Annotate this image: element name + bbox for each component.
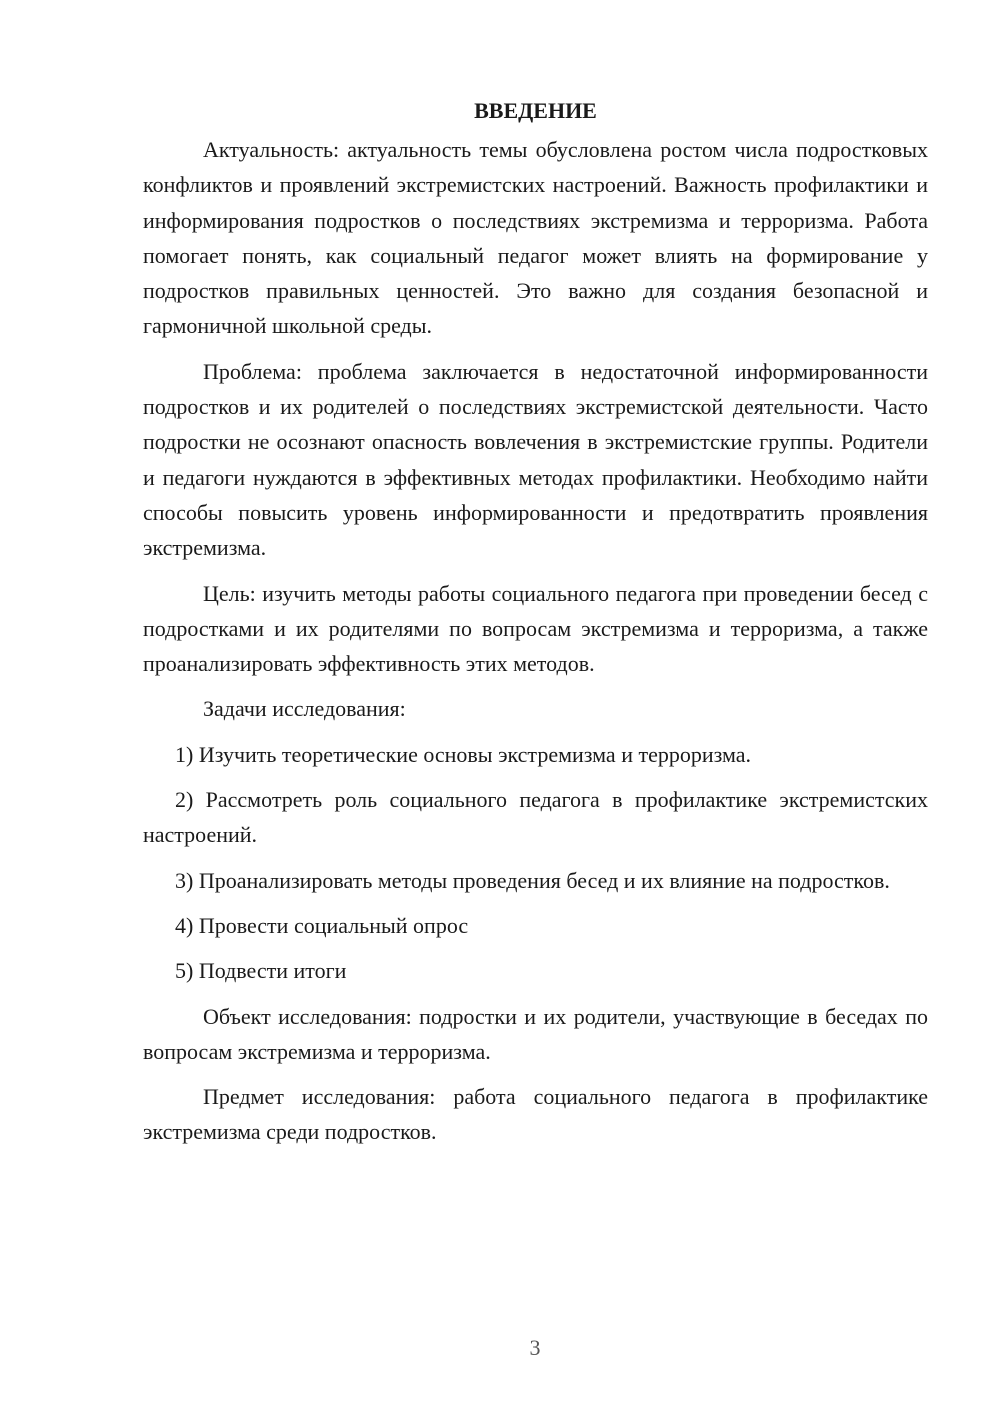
- page-content: [143, 96, 928, 1150]
- subject-paragraph: Предмет исследования: работа социального педагога в профилактике экстремизма среди подростков.: [143, 1084, 928, 1145]
- task-item-5: 5) Подвести итоги: [175, 958, 347, 984]
- task-item-4: 4) Провести социальный опрос: [175, 912, 469, 938]
- task-item-3: 3) Проанализировать методы проведения бесед и их влияние на подростков.: [175, 867, 890, 893]
- section-heading: ВВЕДЕНИЕ: [474, 98, 597, 123]
- problem-paragraph: Проблема: проблема заключается в недостаточной информированности подростков и их родителей о последствиях экстремистской деятельности. Часто подростки не осознают опасность вовлечения в экстремистские группы. Родители и педагоги нуждаются в эффективных методах профилактики. Необходимо найти способы повысить уровень информированности и предотвратить проявления экстремизма.: [143, 358, 928, 561]
- object-paragraph: Объект исследования: подростки и их родители, участвующие в беседах по вопросам экстремизма и терроризма.: [143, 1003, 928, 1064]
- page-number: 3: [529, 1335, 541, 1360]
- task-item-1: 1) Изучить теоретические основы экстремизма и терроризма.: [175, 741, 752, 767]
- task-item-2: 2) Рассмотреть роль социального педагога в профилактике экстремистских настроений.: [143, 787, 928, 848]
- goal-paragraph: Цель: изучить методы работы социального педагога при проведении бесед с подростками и их родителями по вопросам экстремизма и терроризма, а также проанализировать эффективность этих методов.: [143, 580, 928, 677]
- relevance-paragraph: Актуальность: актуальность темы обусловлена ростом числа подростковых конфликтов и проявлений экстремистских настроений. Важность профилактики и информирования подростков о последствиях экстремизма и терроризма. Работа помогает понять, как социальный педагог может влиять на формирование у подростков правильных ценностей. Это важно для создания безопасной и гармоничной школьной среды.: [143, 137, 928, 339]
- tasks-heading: Задачи исследования:: [203, 696, 406, 722]
